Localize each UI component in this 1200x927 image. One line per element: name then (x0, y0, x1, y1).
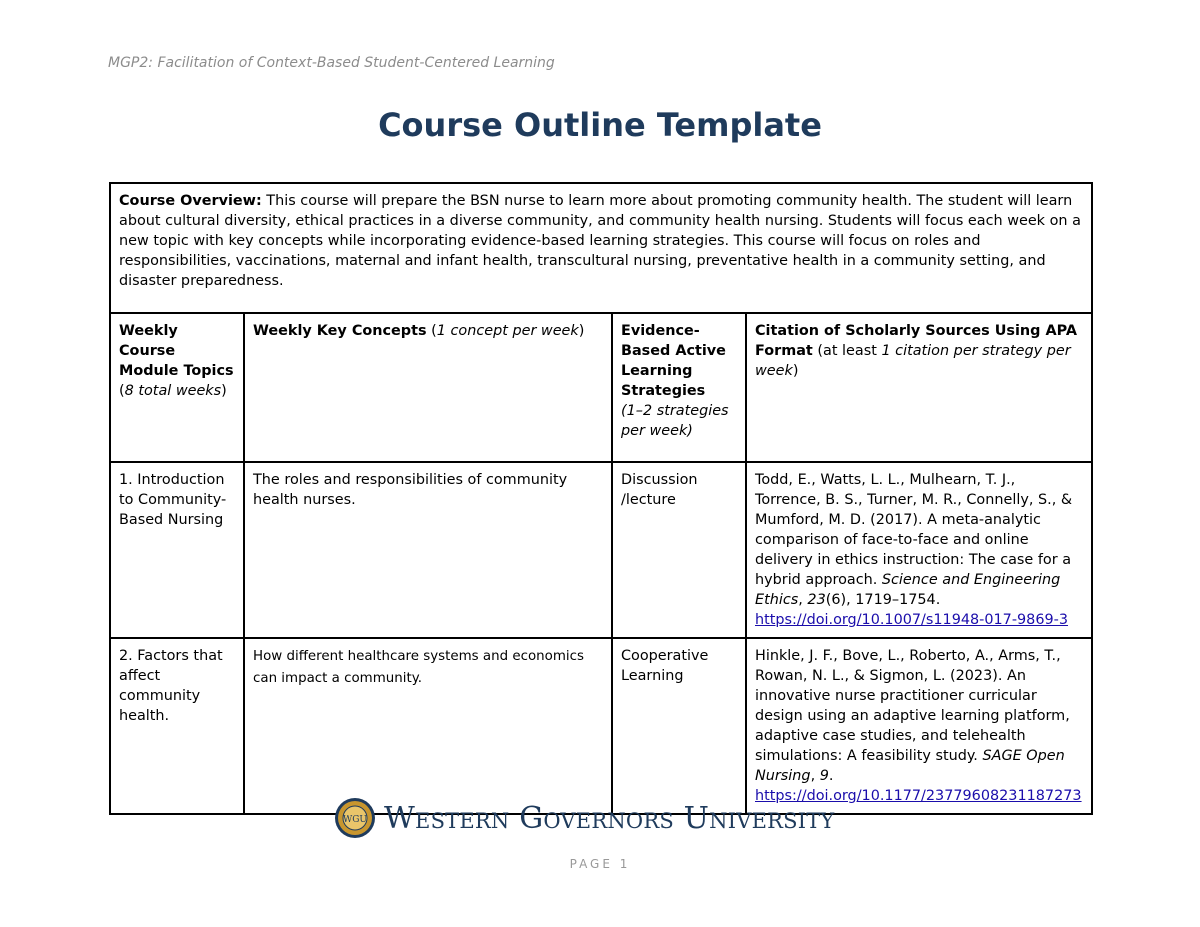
row-strategy: Discussion /lecture (612, 462, 746, 638)
citation-doi-link[interactable]: https://doi.org/10.1177/23779608231187273 (755, 788, 1082, 804)
running-head: MGP2: Facilitation of Context-Based Student-Centered Learning (108, 55, 555, 71)
header-topics-label: Weekly Course Module Topics (119, 323, 234, 379)
wgu-logo (334, 797, 834, 839)
citation-journal: SAGE Open Nursing (755, 748, 1065, 784)
header-strategies-label: Evidence-Based Active Learning Strategies (621, 323, 726, 399)
header-concepts-open: ( (426, 323, 437, 339)
seal-text: WGU (342, 815, 368, 825)
citation-journal: Science and Engineering Ethics (755, 572, 1061, 608)
header-concepts-close: ) (578, 323, 585, 339)
row-citation (746, 462, 1092, 638)
header-strategies-note: (1–2 strategies per week) (621, 403, 729, 439)
row-strategy: Cooperative Learning (612, 638, 746, 814)
table-row (110, 638, 1092, 814)
header-topics-close: ) (221, 383, 227, 399)
citation-sep: , (810, 768, 820, 784)
row-concept: The roles and responsibilities of community health nurses. (244, 462, 612, 638)
row-concept: How different healthcare systems and economics can impact a community. (244, 638, 612, 814)
overview-label: Course Overview: (119, 193, 262, 209)
citation-text: Todd, E., Watts, L. L., Mulhearn, T. J., Torrence, B. S., Turner, M. R., Connelly, S., & Mumford, M. D. (2017). A meta-analytic comparison of face-to-face and online delivery in ethics instruction: The case for a hybrid approach. (755, 472, 1073, 588)
table-header-row (110, 313, 1092, 462)
citation-volume: 23 (807, 592, 826, 608)
citation-volume: 9 (819, 768, 829, 784)
header-concepts-label: Weekly Key Concepts (253, 323, 427, 339)
header-topics (110, 313, 244, 462)
course-outline-table (109, 182, 1093, 815)
header-topics-open: ( (119, 383, 125, 399)
header-citation (746, 313, 1092, 462)
row-citation (746, 638, 1092, 814)
page-number: PAGE 1 (569, 857, 631, 871)
overview-row (110, 183, 1092, 313)
citation-issue: (6), 1719–1754. (825, 592, 941, 608)
row-topic: 1. Introduction to Community-Based Nursing (110, 462, 244, 638)
row-topic: 2. Factors that affect community health. (110, 638, 244, 814)
header-citation-label: Citation of Scholarly Sources Using APA Format (755, 323, 1077, 359)
header-strategies (612, 313, 746, 462)
citation-doi-link[interactable]: https://doi.org/10.1007/s11948-017-9869-3 (755, 612, 1069, 628)
header-concepts-note: 1 concept per week (436, 323, 579, 339)
header-concepts (244, 313, 612, 462)
header-citation-note: 1 citation per strategy per week (755, 343, 1071, 379)
citation-text: Hinkle, J. F., Bove, L., Roberto, A., Arms, T., Rowan, N. L., & Sigmon, L. (2023). An innovative nurse practitioner curricular design using an adaptive learning platform, adaptive case studies, and telehealth simulations: A feasibility study. (755, 648, 1070, 764)
citation-sep: , (798, 592, 808, 608)
citation-issue: . (828, 768, 834, 784)
table-row (110, 462, 1092, 638)
page-title: Course Outline Template (378, 106, 822, 144)
university-seal-icon (334, 797, 376, 839)
logo-wordmark: Western Governors University (384, 800, 835, 836)
overview-text: This course will prepare the BSN nurse to learn more about promoting community health. The student will learn about cultural diversity, ethical practices in a diverse community, and community health nursing. Students will focus each week on a new topic with key concepts while incorporating evidence-based learning strategies. This course will focus on roles and responsibilities, vaccinations, maternal and infant health, transcultural nursing, preventative health in a community setting, and disaster preparedness. (119, 193, 1081, 289)
header-citation-open: (at least (812, 343, 882, 359)
overview-cell (110, 183, 1092, 313)
header-topics-note: 8 total weeks (124, 383, 222, 399)
header-citation-close: ) (792, 363, 799, 379)
